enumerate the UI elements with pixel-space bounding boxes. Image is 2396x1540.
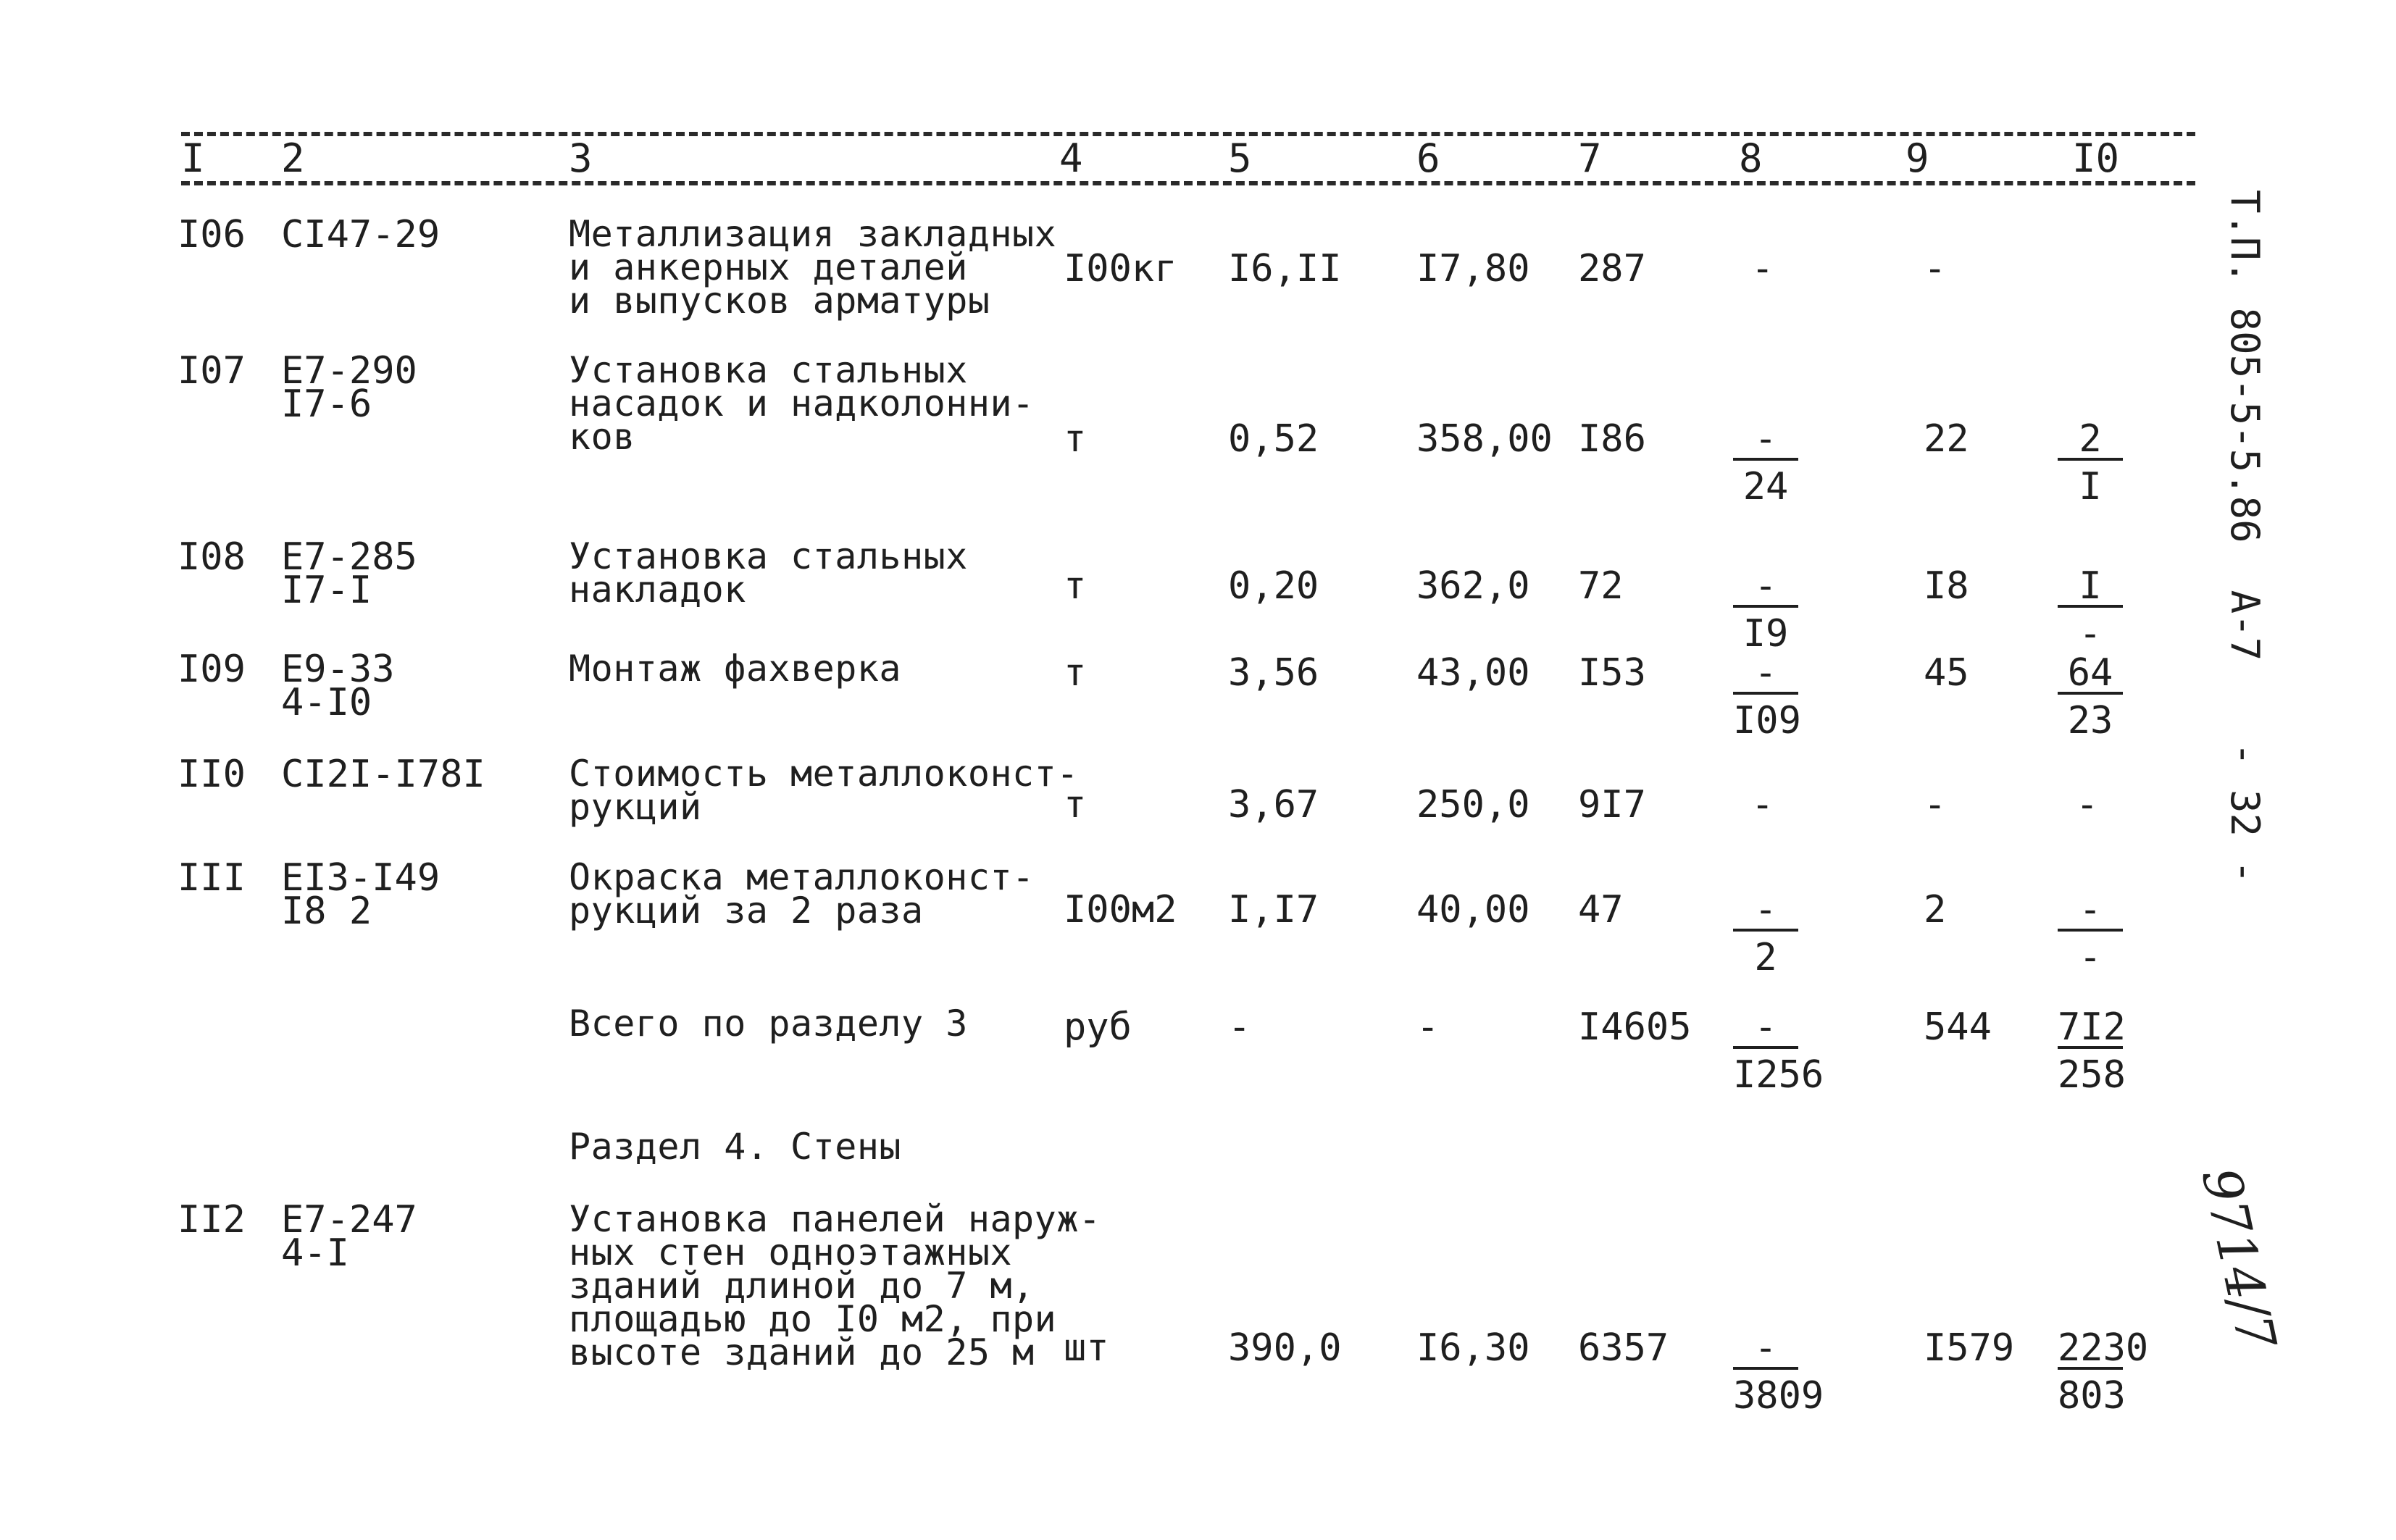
row-code: I8 2: [281, 890, 372, 933]
row-col-8-fraction-denominator: 3809: [1733, 1374, 1824, 1418]
row-description: площадью до I0 м2, при: [569, 1298, 1057, 1340]
row-unit: шт: [1064, 1326, 1109, 1370]
row-description: ных стен одноэтажных: [569, 1231, 1013, 1273]
row-unit: т: [1064, 783, 1087, 827]
row-description: Стоимость металлоконст-: [569, 753, 1079, 795]
row-col-10-fraction-denominator: 803: [2058, 1374, 2126, 1418]
row-unit-price: 358,00: [1416, 417, 1553, 461]
row-col-9: 544: [1924, 1005, 1992, 1049]
row-col-8-fraction-numerator: -: [1733, 891, 1798, 932]
row-col-9: -: [1924, 783, 1947, 827]
header-top-rule: [181, 132, 2195, 136]
column-header-8: 8: [1739, 135, 1763, 181]
row-col-8-fraction: [1733, 1326, 1824, 1418]
row-col-9: I8: [1924, 564, 1969, 608]
row-total: 6357: [1578, 1326, 1669, 1370]
row-col-10-fraction: [2058, 1326, 2149, 1418]
row-col-8-fraction-numerator: -: [1733, 567, 1798, 608]
row-unit-price: -: [1416, 1005, 1440, 1049]
row-unit: I00кг: [1064, 247, 1177, 290]
row-col-8-fraction-denominator: I9: [1742, 612, 1789, 656]
row-quantity: 0,52: [1228, 417, 1319, 461]
row-description: Установка стальных: [569, 349, 968, 391]
row-number: I06: [178, 213, 246, 256]
row-col-10-fraction-numerator: I: [2058, 567, 2123, 608]
row-col-8-fraction-numerator: -: [1733, 1008, 1798, 1049]
row-col-10-fraction-numerator: 7I2: [2058, 1005, 2126, 1049]
row-quantity: 0,20: [1228, 564, 1319, 608]
row-description: Всего по разделу 3: [569, 1003, 968, 1045]
row-unit: т: [1064, 651, 1087, 695]
row-col-10-fraction: [2058, 564, 2123, 656]
row-code: I7-I: [281, 569, 372, 612]
row-col-10-fraction-denominator: 23: [2067, 699, 2113, 742]
side-page-number: - 32 -: [2222, 742, 2268, 884]
row-description: ков: [569, 416, 635, 458]
inventory-stamp: 9714/7: [2190, 1163, 2288, 1355]
row-col-8: -: [1751, 247, 1774, 290]
column-header-3: 3: [569, 135, 593, 181]
row-col-10-fraction-denominator: 258: [2058, 1053, 2126, 1097]
row-unit-price: 40,00: [1416, 888, 1530, 932]
row-col-10-fraction-numerator: -: [2058, 891, 2123, 932]
row-col-10-fraction: [2058, 888, 2123, 979]
row-description: рукций: [569, 786, 702, 828]
row-col-10-fraction-numerator: 64: [2058, 654, 2123, 695]
column-header-2: 2: [281, 135, 305, 181]
row-description: Установка стальных: [569, 535, 968, 577]
row-total: 72: [1578, 564, 1624, 608]
row-unit-price: I7,80: [1416, 247, 1530, 290]
row-col-8-fraction-numerator: -: [1733, 654, 1798, 695]
row-total: 287: [1578, 247, 1646, 290]
row-description: Окраска металлоконст-: [569, 856, 1035, 898]
row-col-8-fraction: [1733, 417, 1798, 509]
row-quantity: 3,56: [1228, 651, 1319, 695]
row-description: и анкерных деталей: [569, 246, 968, 288]
row-code: E7-290: [281, 349, 417, 393]
row-col-9: I579: [1924, 1326, 2015, 1370]
row-quantity: I,I7: [1228, 888, 1319, 932]
row-col-8-fraction: [1733, 564, 1798, 656]
row-number: I08: [178, 535, 246, 579]
row-total: I53: [1578, 651, 1646, 695]
row-col-8-fraction-denominator: I09: [1733, 699, 1801, 742]
row-col-9: 22: [1924, 417, 1969, 461]
column-header-9: 9: [1905, 135, 1929, 181]
row-unit-price: 362,0: [1416, 564, 1530, 608]
row-quantity: 390,0: [1228, 1326, 1342, 1370]
row-col-10-fraction-denominator: -: [2079, 936, 2102, 979]
row-description: рукций за 2 раза: [569, 890, 924, 932]
side-doc-code: Т.П. 805-5-5.86 А-7: [2222, 190, 2268, 661]
row-col-8-fraction: [1733, 1005, 1824, 1097]
row-col-8-fraction-denominator: I256: [1733, 1053, 1824, 1097]
row-number: I07: [178, 349, 246, 393]
row-code: 4-I0: [281, 681, 372, 724]
row-code: E9-33: [281, 648, 395, 691]
column-header-7: 7: [1578, 135, 1602, 181]
column-header-4: 4: [1059, 135, 1083, 181]
row-col-10-fraction-numerator: 2: [2058, 420, 2123, 461]
row-col-8-fraction: [1733, 888, 1798, 979]
row-col-10-fraction: [2058, 417, 2123, 509]
row-code: I7-6: [281, 382, 372, 426]
row-description: зданий длиной до 7 м,: [569, 1265, 1035, 1307]
row-code: E7-285: [281, 535, 417, 579]
row-description: насадок и надколонни-: [569, 382, 1035, 424]
row-description: накладок: [569, 569, 746, 611]
column-header-10: I0: [2072, 135, 2120, 181]
header-bottom-rule: [181, 181, 2195, 185]
row-col-10-fraction: [2058, 1005, 2126, 1097]
row-col-10-fraction-denominator: I: [2079, 465, 2102, 509]
row-col-8-fraction-numerator: -: [1733, 420, 1798, 461]
row-unit-price: 250,0: [1416, 783, 1530, 827]
row-quantity: I6,II: [1228, 247, 1342, 290]
row-code: 4-I: [281, 1231, 349, 1275]
row-col-10: -: [2076, 783, 2099, 827]
row-col-9: -: [1924, 247, 1947, 290]
row-col-9: 2: [1924, 888, 1947, 932]
row-unit: т: [1064, 564, 1087, 608]
row-total: I4605: [1578, 1005, 1692, 1049]
row-col-8-fraction-denominator: 2: [1754, 936, 1777, 979]
row-code: CI2I-I78I: [281, 753, 485, 796]
row-description: Установка панелей наруж-: [569, 1198, 1101, 1240]
row-number: III: [178, 856, 246, 900]
row-unit-price: I6,30: [1416, 1326, 1530, 1370]
row-col-10-fraction: [2058, 651, 2123, 742]
row-col-10-fraction-denominator: -: [2079, 612, 2102, 656]
row-description: Металлизация закладных: [569, 213, 1057, 255]
row-col-10-fraction-numerator: 2230: [2058, 1326, 2149, 1370]
row-code: EI3-I49: [281, 856, 441, 900]
row-number: I09: [178, 648, 246, 691]
row-unit: т: [1064, 417, 1087, 461]
row-description: и выпусков арматуры: [569, 280, 990, 322]
row-col-8-fraction-numerator: -: [1733, 1329, 1798, 1370]
row-number: II0: [178, 753, 246, 796]
row-quantity: 3,67: [1228, 783, 1319, 827]
column-header-1: I: [181, 135, 205, 181]
row-number: II2: [178, 1198, 246, 1242]
row-unit: I00м2: [1064, 888, 1177, 932]
row-code: E7-247: [281, 1198, 417, 1242]
row-total: 9I7: [1578, 783, 1646, 827]
row-code: CI47-29: [281, 213, 441, 256]
row-description: высоте зданий до 25 м: [569, 1331, 1035, 1373]
row-unit-price: 43,00: [1416, 651, 1530, 695]
row-description: Раздел 4. Стены: [569, 1126, 902, 1168]
row-col-8: -: [1751, 783, 1774, 827]
column-header-5: 5: [1228, 135, 1252, 181]
row-total: I86: [1578, 417, 1646, 461]
row-col-9: 45: [1924, 651, 1969, 695]
row-col-8-fraction-denominator: 24: [1742, 465, 1789, 509]
row-unit: руб: [1064, 1005, 1132, 1049]
row-quantity: -: [1228, 1005, 1251, 1049]
column-header-6: 6: [1416, 135, 1440, 181]
row-description: Монтаж фахверка: [569, 648, 902, 690]
row-total: 47: [1578, 888, 1624, 932]
row-col-8-fraction: [1733, 651, 1801, 742]
